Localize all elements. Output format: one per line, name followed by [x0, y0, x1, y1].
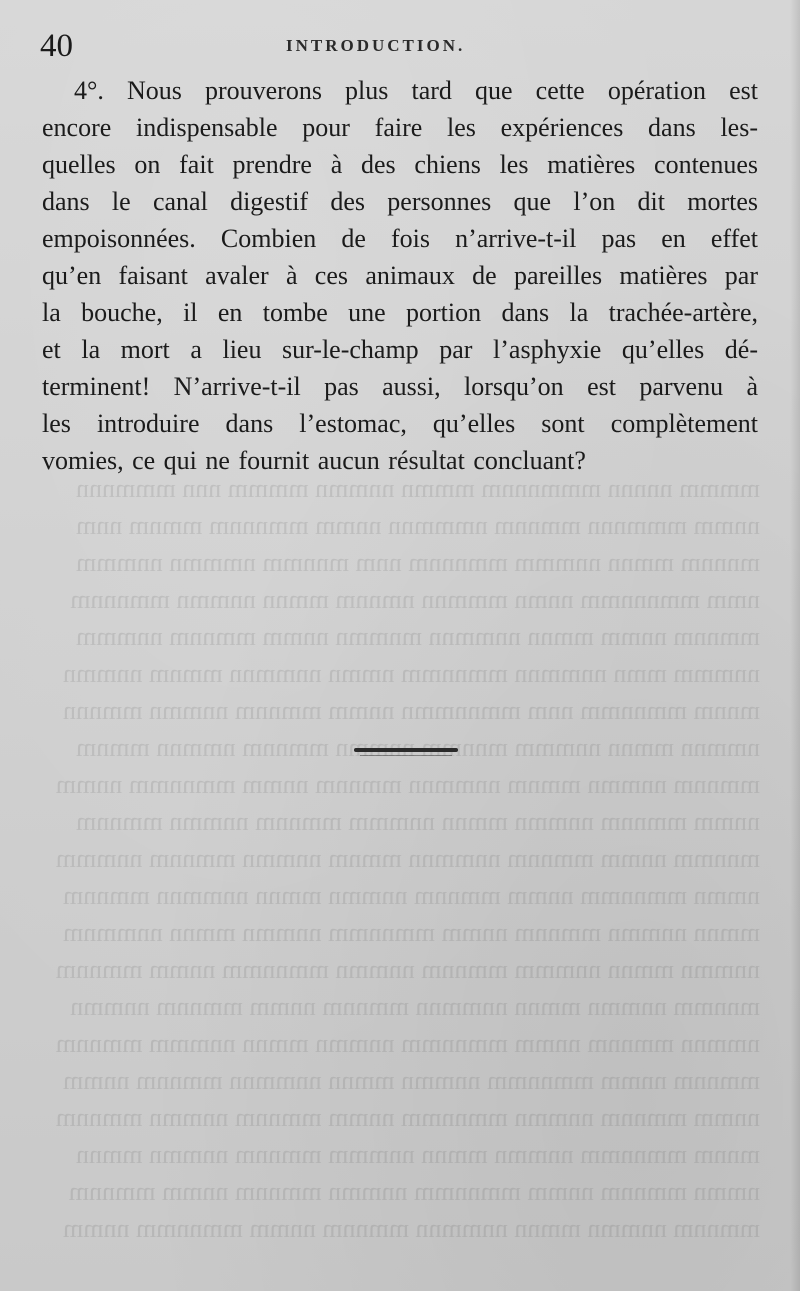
- bleed-through-texture: mmmm nnnnn mmmnnnm mmmn nnmmn mmmm nnn mmmnnn nnmm mmmnnn mmnnm nmmmnn nnmm mmnnnm mmnm nnm mnnnm mmnn nnmmm mmnnnm nnm mnnmm nmmmn nnmmm nmm mmnnnmm nnmn mmmnn nmnnm mmnn nnmmn mmnnnm mmnnm nnmm mmnn nnmmnn mnmmn nnmm mmnnm nnmmm nnmmm mmn nnmmnn mmnnmm nmmn nnmmnn mmnm nnmmn mnnm mmnnmm nnm mmnnmmn nnmm mmnnm nnmmn mmnnn nmmnn mmnn nnmmm mnnmm mmnnm nmmnn mmnm mmnnm nnmmn mmnm nnmmnn mmnnm nnmm mmnnmm nnmm nnmm mmnnm nnmmn mmnn nnmmm mmnnm nnmmn mmnnm mnnmm nnmm mmnnm nnmmnn mmnm nnmmn mmnnm nnmmm nmmn mmnnmm nnmm mmnnm nnmmn mmnn nnmmnn mmnnm mmnn nnmmn mmnnm nnmm mmnnmm nnmmn mmnn nnmmnm nnmmn mmnn nnmmm mmnnm nnmmn mmnnmm nnmm mmnnm mnnmm nnmmn mmnn nnmmnn mmnnm nnmm mmnnm nnmmn nmmnn mmnnm nnmm mmnnmm nnmmn mmnn nnmmm mmnnm mmnnm nnmm mmnnmm nnmmn mmnn nnmmnn mmnnm nnmm nnmm mmnnm nnmmn mmnnmm nnmm mmnnm nnmmn mmnnm mnnm mmnnmm nnmmn mmnn nnmmm mmnnm nnmmn mmnn nmmn mmnnm nnmm mmnnmm nnmmn mmnnm nnmm mmnnm mmnnm nnmmn mmnn nnmmnn mmnnm nnmm mmnnmm nnmm: [55, 474, 760, 1243]
- text-line: empoisonnées. Combien de fois n’arrive-t-il pas en effet: [42, 224, 758, 253]
- text-line: et la mort a lieu sur-le-champ par l’asphyxie qu’elles dé-: [42, 335, 758, 364]
- page-number: 40: [40, 28, 73, 64]
- running-head: [40, 26, 760, 66]
- text-line: terminent! N’arrive-t-il pas aussi, lorsqu’on est parvenu à: [42, 372, 758, 401]
- text-line: les introduire dans l’estomac, qu’elles sont complètement: [42, 409, 758, 438]
- running-title: INTRODUCTION.: [286, 36, 466, 55]
- paragraph: [42, 72, 758, 479]
- text-line: 4°. Nous prouverons plus tard que cette opération est: [74, 76, 758, 105]
- text-line: vomies, ce qui ne fournit aucun résultat concluant?: [42, 446, 586, 475]
- text-line: qu’en faisant avaler à ces animaux de pareilles matières par: [42, 261, 758, 290]
- text-line: la bouche, il en tombe une portion dans la trachée-artère,: [42, 298, 758, 327]
- page-edge-shadow: [790, 0, 800, 1291]
- text-line: encore indispensable pour faire les expériences dans les-: [42, 113, 758, 142]
- text-line: dans le canal digestif des personnes que l’on dit mortes: [42, 187, 758, 216]
- section-rule-underline: [360, 755, 452, 756]
- section-rule: [354, 748, 458, 752]
- text-line: quelles on fait prendre à des chiens les matières contenues: [42, 150, 758, 179]
